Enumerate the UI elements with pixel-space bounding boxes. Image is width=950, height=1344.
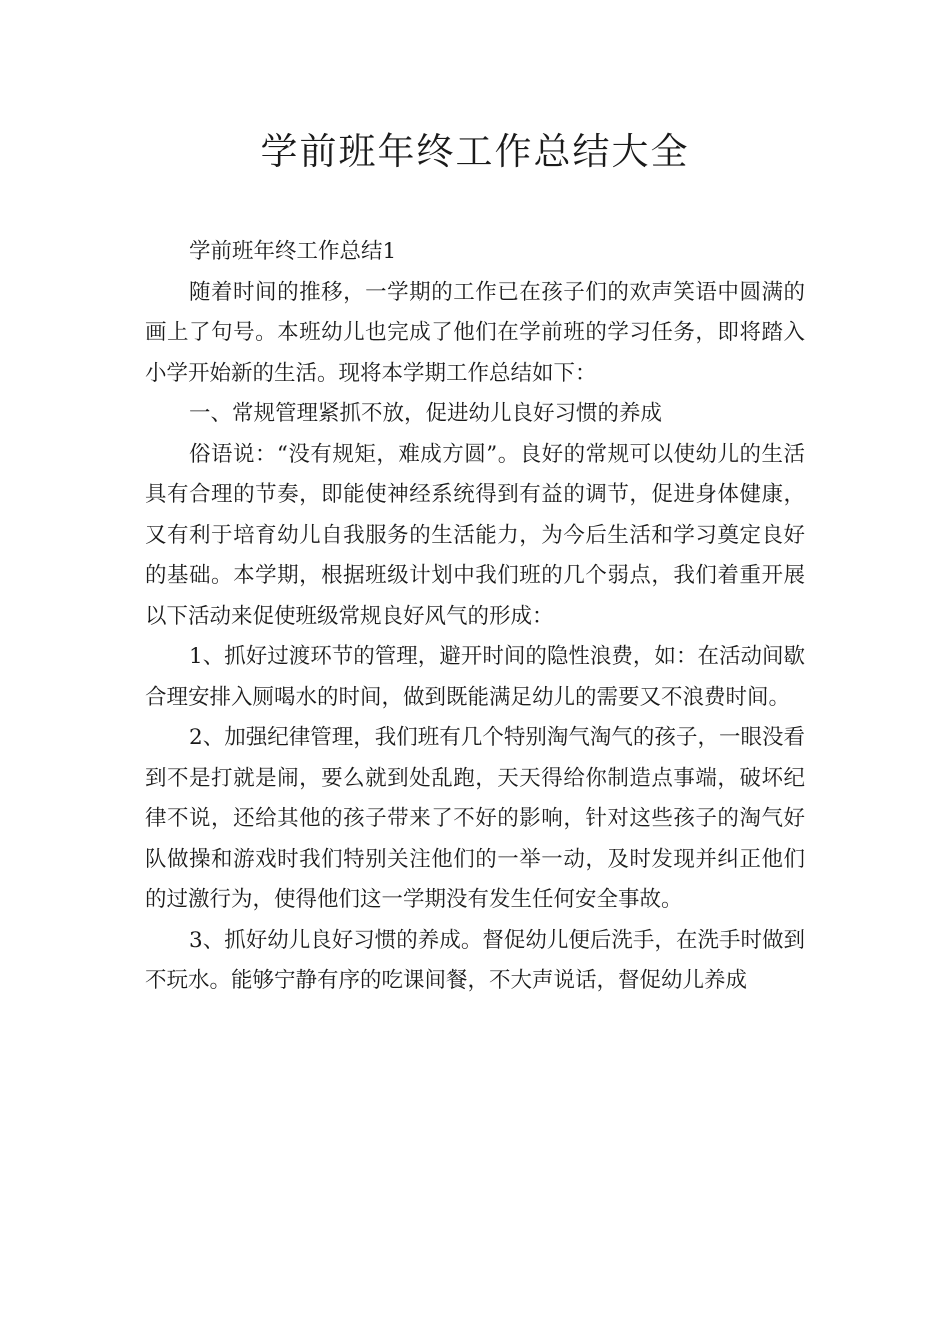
section-heading: 学前班年终工作总结1 — [189, 239, 397, 264]
paragraph-item-1: 1、抓好过渡环节的管理，避开时间的隐性浪费，如：在活动间歇合理安排入厕喝水的时间，做到既能满足幼儿的需要又不浪费时间。 — [145, 644, 805, 710]
paragraph-routine: 俗语说：“没有规矩，难成方圆”。良好的常规可以使幼儿的生活具有合理的节奏，即能使神经系统得到有益的调节，促进身体健康，又有利于培育幼儿自我服务的生活能力，为今后生活和学习奠定良好的基础。本学期，根据班级计划中我们班的几个弱点，我们着重开展以下活动来促使班级常规良好风气的形成： — [145, 441, 805, 629]
document-title: 学前班年终工作总结大全 — [260, 130, 690, 173]
paragraph-intro: 随着时间的推移，一学期的工作已在孩子们的欢声笑语中圆满的画上了句号。本班幼儿也完成了他们在学前班的学习任务，即将踏入小学开始新的生活。现将本学期工作总结如下： — [145, 279, 805, 386]
subsection-heading: 一、常规管理紧抓不放，促进幼儿良好习惯的养成 — [189, 401, 663, 426]
document-body — [145, 232, 805, 1002]
paragraph-item-2: 2、加强纪律管理，我们班有几个特别淘气淘气的孩子，一眼没看到不是打就是闹，要么就到处乱跑，天天得给你制造点事端，破坏纪律不说，还给其他的孩子带来了不好的影响，针对这些孩子的淘气好队做操和游戏时我们特别关注他们的一举一动，及时发现并纠正他们的过激行为，使得他们这一学期没有发生任何安全事故。 — [145, 725, 805, 912]
paragraph-item-3: 3、抓好幼儿良好习惯的养成。督促幼儿便后洗手，在洗手时做到不玩水。能够宁静有序的吃课间餐，不大声说话，督促幼儿养成 — [145, 927, 805, 993]
